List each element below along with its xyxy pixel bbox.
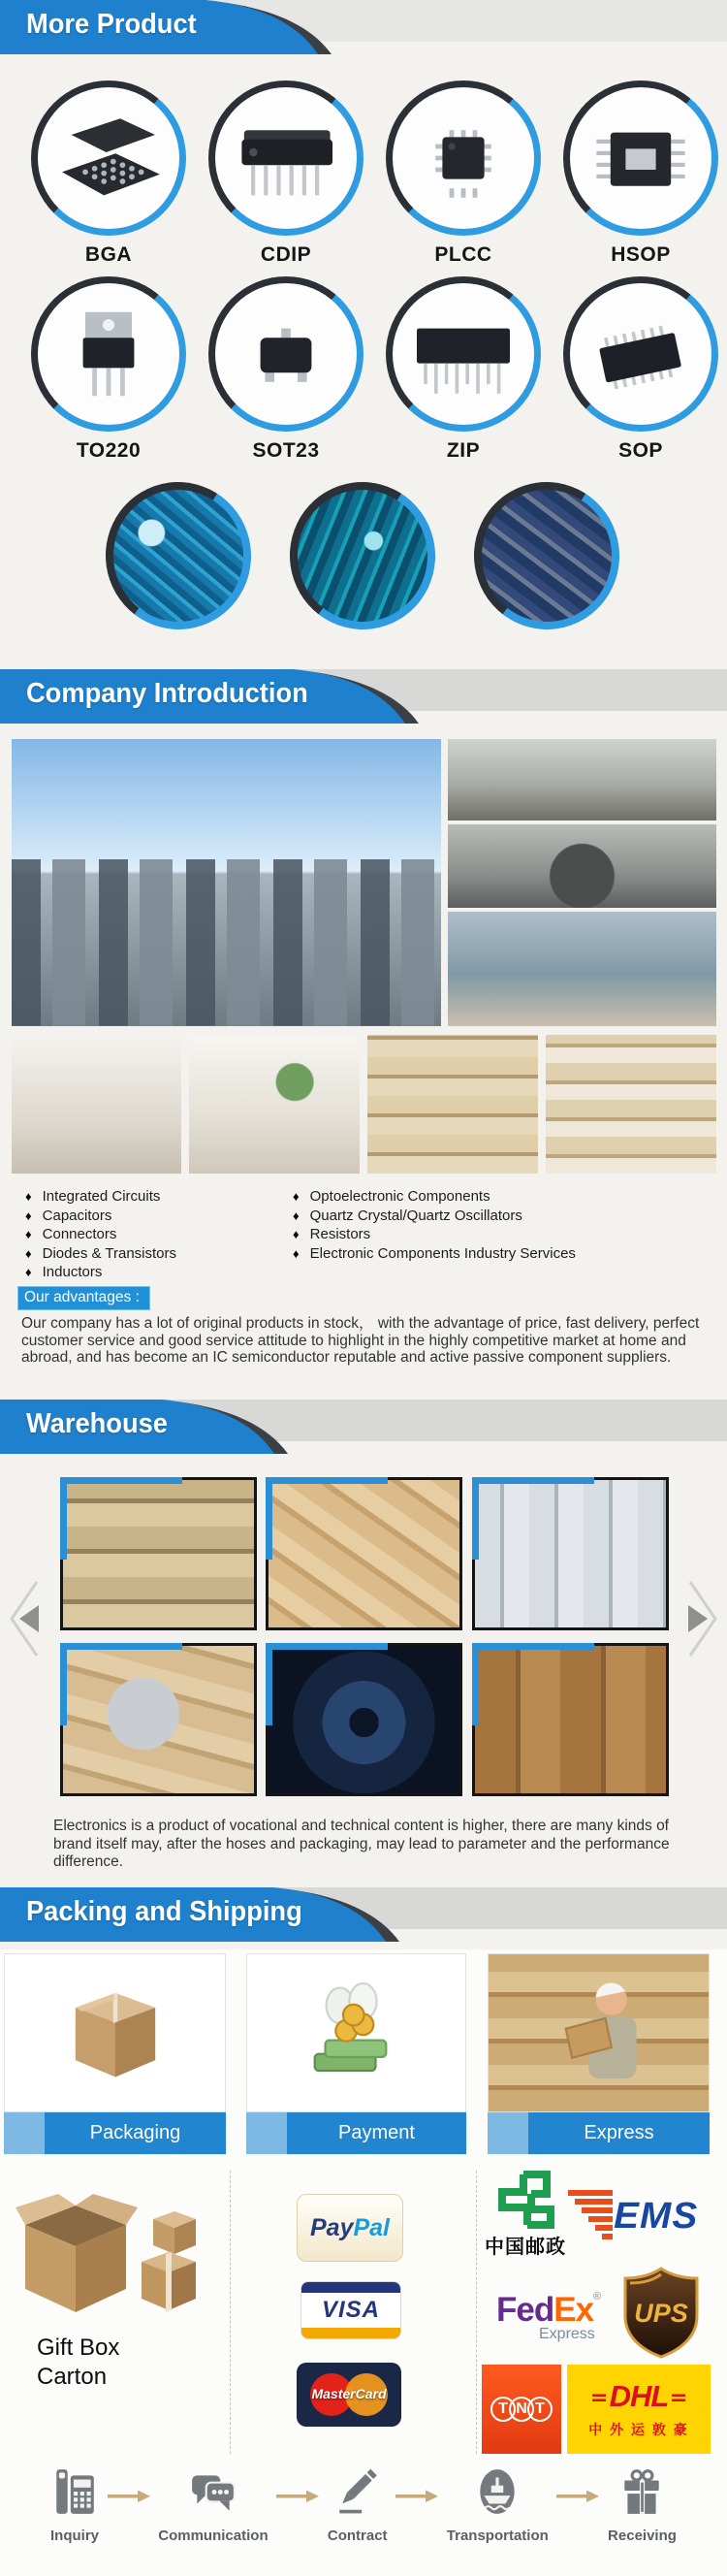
mastercard-text: MasterCard: [311, 2386, 387, 2401]
carton-box-icon: [52, 1970, 178, 2096]
advantages-badge: Our advantages :: [17, 1286, 150, 1310]
packaging-label: Packaging: [45, 2112, 226, 2154]
list-item: [25, 1187, 277, 1207]
process-step-label: Receiving: [608, 2528, 677, 2544]
tnt-letter-ring: N: [509, 2397, 534, 2422]
company-city-photo: [12, 739, 441, 1026]
to220-chip-icon: [50, 296, 167, 412]
label-accent-square: [246, 2112, 287, 2154]
tnt-letter-ring: T: [527, 2397, 553, 2422]
sop-chip-icon: [583, 296, 699, 412]
process-step-label: Transportation: [446, 2528, 549, 2544]
warehouse-photo-3[interactable]: [472, 1477, 669, 1630]
fedex-registered-mark: ®: [593, 2291, 601, 2302]
ems-stripes-icon: [568, 2190, 613, 2242]
category-label: Quartz Crystal/Quartz Oscillators: [309, 1207, 522, 1224]
china-post-icon: [492, 2171, 554, 2229]
more-product-header: [0, 0, 727, 54]
cartons-icon: [8, 2165, 223, 2330]
warehouse-photo-1[interactable]: [60, 1477, 257, 1630]
express-label-bar: [488, 2112, 710, 2154]
gift-icon: [618, 2467, 665, 2516]
ups-text: UPS: [634, 2299, 688, 2328]
package-image-plcc[interactable]: [386, 80, 541, 236]
category-label: Optoelectronic Components: [309, 1188, 490, 1206]
package-image-sot23[interactable]: [208, 276, 364, 432]
category-list-left: [25, 1187, 277, 1282]
process-step-communication: [158, 2467, 268, 2544]
list-item: [293, 1187, 719, 1207]
diamond-bullet-icon: ♦: [25, 1227, 32, 1242]
diamond-bullet-icon: ♦: [293, 1245, 300, 1261]
sot23-chip-icon: [228, 296, 344, 412]
label-accent-square: [4, 2112, 45, 2154]
warehouse-photo-5[interactable]: [266, 1643, 462, 1796]
package-label: SOP: [618, 439, 663, 462]
category-label: Connectors: [42, 1226, 117, 1243]
category-label: Inductors: [42, 1264, 103, 1281]
money-icon: [294, 1970, 420, 2096]
category-label: Diodes & Transistors: [42, 1244, 177, 1262]
diamond-bullet-icon: ♦: [25, 1189, 32, 1205]
arrow-right-icon: [108, 2489, 150, 2503]
fedex-fed-text: Fed: [496, 2291, 554, 2329]
warehouse-header: [0, 1400, 727, 1454]
fedex-ex-text: Ex: [553, 2291, 594, 2329]
package-image-zip[interactable]: [386, 276, 541, 432]
packing-shipping-header: [0, 1887, 727, 1942]
process-step-transportation: [447, 2467, 549, 2544]
package-image-sop[interactable]: [563, 276, 718, 432]
payment-photo: [246, 1953, 466, 2112]
process-step-label: Inquiry: [50, 2528, 100, 2544]
label-accent-square: [488, 2112, 528, 2154]
paypal-pal-text: Pal: [353, 2213, 390, 2241]
package-image-to220[interactable]: [31, 276, 186, 432]
package-label: BGA: [84, 243, 133, 266]
list-item: [293, 1225, 719, 1244]
express-photo: [488, 1953, 710, 2112]
category-label: Capacitors: [42, 1207, 112, 1224]
diamond-bullet-icon: ♦: [25, 1245, 32, 1261]
package-image-cdip[interactable]: [208, 80, 364, 236]
section-title-company-introduction: Company Introduction: [26, 678, 308, 709]
dhl-stripes-left: [592, 2392, 606, 2401]
express-card: [488, 1953, 710, 2154]
packaging-photo: [4, 1953, 226, 2112]
office-photo-1: [12, 1035, 181, 1174]
section-title-more-product: More Product: [26, 9, 197, 40]
stock-photo-1: [367, 1035, 538, 1174]
order-process-flow: [50, 2467, 677, 2544]
list-item: [25, 1225, 277, 1244]
fedex-express-text: Express: [539, 2326, 595, 2342]
visa-text: VISA: [321, 2297, 380, 2323]
pcb-photo-3[interactable]: [464, 472, 629, 638]
stock-photo-2: [546, 1035, 716, 1174]
dhl-text: DHL: [609, 2379, 669, 2413]
package-label: TO220: [76, 439, 142, 462]
arrow-right-icon: [276, 2489, 319, 2503]
company-mall-photo: [448, 912, 716, 1026]
warehouse-paragraph: Electronics is a product of vocational and technical content is higher, there are many kinds of brand itself may, after the hoses and packaging, may lead to parameter and the performance difference.: [53, 1818, 670, 1870]
arrow-right-icon: [395, 2489, 438, 2503]
list-item: [293, 1244, 719, 1264]
tnt-letter-ring: T: [490, 2397, 516, 2422]
diamond-bullet-icon: ♦: [293, 1189, 300, 1205]
visa-logo: [300, 2281, 401, 2339]
package-image-hsop[interactable]: [563, 80, 718, 236]
column-divider: [230, 2171, 231, 2454]
chat-icon: [189, 2467, 237, 2516]
section-title-packing-shipping: Packing and Shipping: [26, 1896, 302, 1927]
category-list-right: [293, 1187, 719, 1263]
column-divider: [476, 2171, 477, 2454]
cartons-photo: [8, 2165, 223, 2334]
payment-label-bar: [246, 2112, 466, 2154]
package-label: HSOP: [611, 243, 671, 266]
visa-blue-band: [301, 2282, 400, 2293]
ups-shield-icon: [622, 2266, 700, 2359]
office-photo-2: [189, 1035, 360, 1174]
carousel-next-button[interactable]: [680, 1576, 723, 1661]
hsop-chip-icon: [583, 100, 699, 216]
package-label: ZIP: [446, 439, 481, 462]
process-step-label: Contract: [327, 2528, 388, 2544]
package-label: CDIP: [260, 243, 312, 266]
company-street-photo: [448, 739, 716, 821]
plcc-chip-icon: [405, 100, 522, 216]
package-label: SOT23: [252, 439, 320, 462]
pcb-photo-2[interactable]: [280, 472, 445, 638]
diamond-bullet-icon: ♦: [25, 1265, 32, 1280]
list-item: [293, 1207, 719, 1226]
warehouse-photo-6[interactable]: [472, 1643, 669, 1796]
delivery-man-icon: [536, 1960, 662, 2106]
payment-label: Payment: [287, 2112, 466, 2154]
phone-icon: [51, 2467, 98, 2516]
package-label: PLCC: [434, 243, 492, 266]
pcb-photo-1[interactable]: [96, 472, 261, 638]
company-introduction-header: [0, 669, 727, 724]
chevron-right-icon: [680, 1576, 723, 1661]
ems-text: EMS: [614, 2195, 699, 2237]
dhl-chinese-text: 中 外 运 敦 豪: [588, 2422, 689, 2437]
tnt-logo: [482, 2365, 561, 2454]
list-item: [25, 1263, 277, 1282]
process-step-contract: [328, 2467, 388, 2544]
visa-gold-band: [301, 2328, 400, 2338]
paypal-logo: [297, 2194, 403, 2262]
pencil-icon: [334, 2467, 381, 2516]
ship-icon: [474, 2467, 521, 2516]
gift-box-caption: [37, 2334, 119, 2392]
process-step-inquiry: [50, 2467, 99, 2544]
caption-line: Gift Box: [37, 2334, 120, 2361]
category-label: Resistors: [309, 1226, 371, 1243]
diamond-bullet-icon: ♦: [293, 1208, 300, 1223]
zip-chip-icon: [405, 296, 522, 412]
fedex-logo: [496, 2291, 600, 2330]
ems-logo: [568, 2190, 697, 2242]
chevron-left-icon: [4, 1576, 47, 1661]
payment-card: [246, 1953, 466, 2154]
paypal-pay-text: Pay: [309, 2213, 354, 2241]
ups-logo: [622, 2266, 700, 2364]
warehouse-photo-4[interactable]: [60, 1643, 257, 1796]
diamond-bullet-icon: ♦: [25, 1208, 32, 1223]
arrow-right-icon: [556, 2489, 599, 2503]
dhl-logo: [567, 2365, 711, 2454]
dhl-stripes-right: [672, 2392, 685, 2401]
advantages-paragraph: Our company has a lot of original products in stock， with the advantage of price, fast delivery, perfect customer service and good service attitude to highlight in the highly competitive market at home and abroad, and has become an IC semiconductor reputable and active passive component suppliers.: [21, 1315, 700, 1367]
package-image-bga[interactable]: [31, 80, 186, 236]
carousel-prev-button[interactable]: [4, 1576, 47, 1661]
process-step-label: Communication: [158, 2528, 269, 2544]
cdip-chip-icon: [228, 100, 344, 216]
list-item: [25, 1244, 277, 1264]
china-post-text: 中国邮政: [485, 2237, 566, 2258]
express-label: Express: [528, 2112, 710, 2154]
packaging-card: [4, 1953, 226, 2154]
warehouse-photo-2[interactable]: [266, 1477, 462, 1630]
category-label: Electronic Components Industry Services: [309, 1244, 576, 1262]
process-step-receiving: [608, 2467, 677, 2544]
section-title-warehouse: Warehouse: [26, 1408, 168, 1439]
bga-chip-icon: [50, 100, 167, 216]
caption-line: Carton: [37, 2364, 108, 2390]
diamond-bullet-icon: ♦: [293, 1227, 300, 1242]
company-entrance-photo: [448, 824, 716, 908]
packaging-label-bar: [4, 2112, 226, 2154]
category-label: Integrated Circuits: [42, 1188, 161, 1206]
mastercard-logo: [297, 2363, 401, 2427]
list-item: [25, 1207, 277, 1226]
